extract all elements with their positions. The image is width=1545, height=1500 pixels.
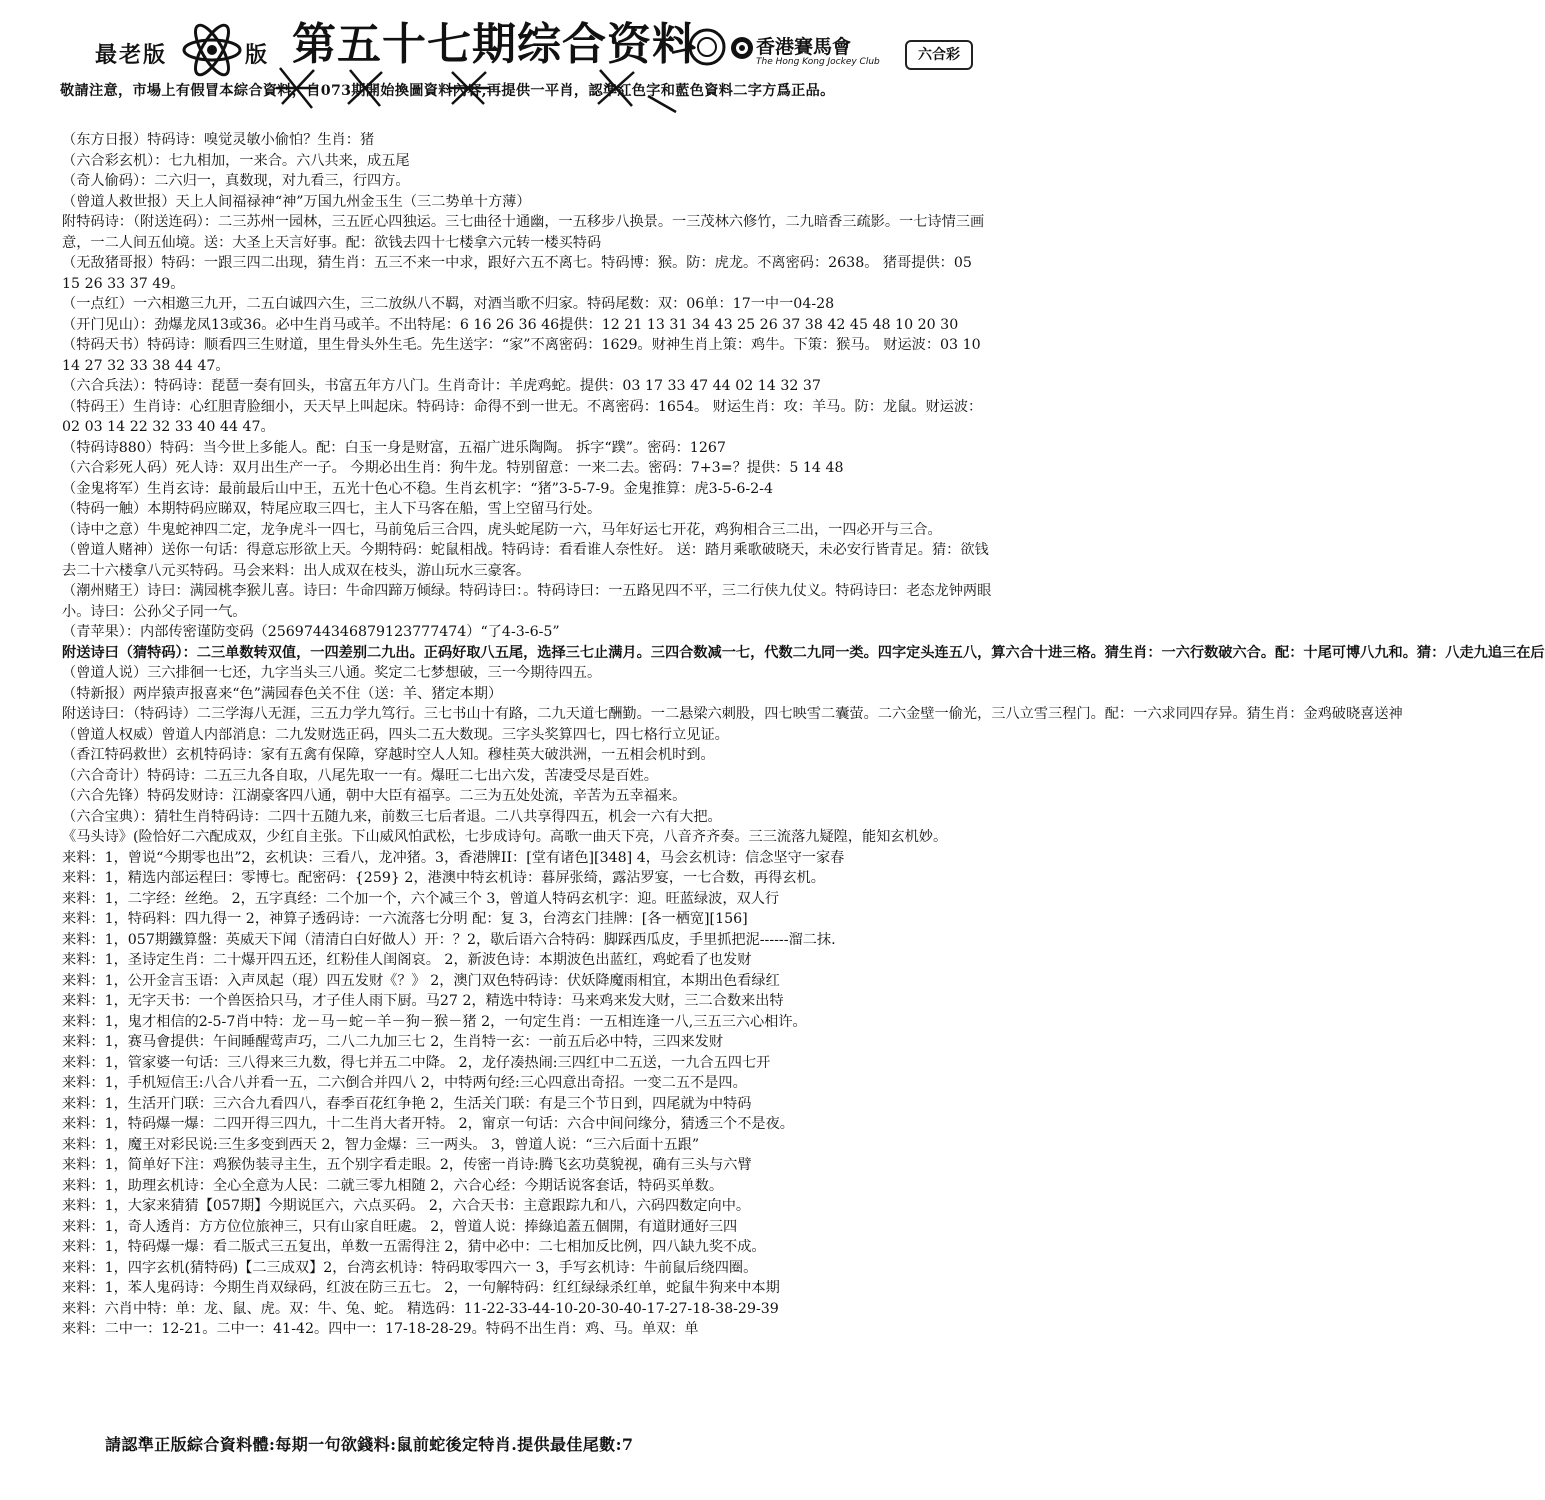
- page-title: 第五十七期综合资料: [292, 19, 697, 70]
- content-line: 来料：1，特码爆一爆：看二版式三五复出，单数一五需得注 2，猜中必中：二七相加反比例，四八缺九奖不成。: [62, 1239, 766, 1255]
- content-line: （东方日报）特码诗：嗅觉灵敏小偷怕？生肖：猪: [62, 132, 375, 148]
- content-line: （无敌猪哥报）特码：一跟三四二出现，猜生肖：五三不来一中求，跟好六五不离七。特码博：猴。防：虎龙。不离密码：2638。 猪哥提供：05 15 26 33 37 49。: [62, 255, 972, 292]
- jockey-club-emblem-icon: [730, 36, 754, 60]
- jockey-club-english: The Hong Kong Jockey Club: [756, 57, 880, 67]
- content-line: 来料：1，苯人鬼码诗：今期生肖双绿码，红波在防三五七。 2，一句解特码：红红绿绿杀红单，蛇鼠牛狗来中本期: [62, 1280, 780, 1296]
- content-line: （特码天书）特码诗：顺看四三生财道，里生骨头外生毛。先生送字：“家”不离密码：1629。财神生肖上策：鸡牛。下策：猴马。 财运波：03 10 14 27 32 33 38 44 47。: [62, 337, 981, 374]
- footer-note: 請認準正版綜合資料體:每期一句欲錢料:鼠前蛇後定特肖.提供最佳尾數:7: [105, 1435, 634, 1454]
- content-line: 来料：1，特码爆一爆：二四开得三四九，十二生肖大者开特。 2，甯京一句话：六合中间问缘分，猜透三个不是夜。: [62, 1116, 794, 1132]
- content-line: 来料：1，管家婆一句话：三八得来三九数，得七并五二中降。 2，龙仔凑热闹:三四红中二五送，一九合五四七开: [62, 1054, 771, 1071]
- content-line: （六合宝典）：猜牡生肖特码诗：二四十五随九来，前数三七后者退。二八共享得四五，机会一六有大把。: [62, 808, 722, 825]
- content-line: （曾道人救世报）天上人间福禄神“神”万国九州金玉生（三二势单十方薄）: [62, 193, 531, 210]
- content-line: （曾道人赌神）送你一句话：得意忘形欲上天。今期特码：蛇鼠相战。特码诗：看看谁人奈性好。 送：踏月乘歌破晓天，未必安行皆青足。猜：欲钱去二十六楼拿八元买特码。马会来料：出人成双在枝头，游山玩水三豪客。: [62, 542, 989, 579]
- content-line: （金鬼将军）生肖玄诗：最前最后山中王，五光十色心不稳。生肖玄机字：“猪”3-5-7-9。金鬼推算：虎3-5-6-2-4: [62, 480, 773, 497]
- content-line: 来料：1，圣诗定生肖：二十爆开四五还，红粉佳人闺阁哀。 2，新波色诗：本期波色出蓝红，鸡蛇看了也发财: [62, 952, 752, 968]
- content-body: [62, 130, 1545, 1340]
- atom-logo-icon: [180, 22, 244, 78]
- content-line: 来料：1，特码料：四九得一 2，神算子透码诗：一六流落七分明 配：复 3，台湾玄门挂牌：[各一栖宽][156]: [62, 911, 748, 927]
- content-line: 附送诗曰：（特码诗）二三学海八无涯，三五力学九笃行。三七书山十有路，二九天道七酬勤。一二悬梁六刺股，四七映雪二囊萤。二六金壁一偷光，三八立雪三程门。配：一六求同四存异。猜生肖：金鸡破晓喜送神: [62, 706, 1403, 722]
- content-line: 来料：1，奇人透肖：方方位位旅神三，只有山家自旺處。 2，曾道人说：捧綠追蓋五個開，有道財通好三四: [62, 1218, 738, 1235]
- content-line: 附特码诗：（附送连码）：二三苏州一园林，三五匠心四独运。三七曲径十通幽，一五移步八换景。一三茂林六修竹，二九暗香三疏影。一七诗情三画意，一二人间五仙境。送：大圣上天言好事。配：欲钱去四十七楼拿六元转一楼买特码: [62, 214, 985, 251]
- jockey-club-name: 香港賽馬會: [756, 36, 852, 58]
- content-line: 来料：1，精选内部运程曰：零博七。配密码：{259} 2，港澳中特玄机诗：暮屏张绮，露沾罗宴，一七合数，再得玄机。: [62, 870, 825, 886]
- content-line: （开门见山）：劲爆龙凤13或36。必中生肖马或羊。不出特尾：6 16 26 36 46提供：12 21 13 31 34 43 25 26 37 38 42 45 48 10 20 30: [62, 316, 959, 333]
- content-line: 来料：1，手机短信王:八合八并看一五，二六倒合并四八 2，中特两句经:三心四意出奇招。一变二五不是四。: [62, 1075, 747, 1091]
- content-line: 《马头诗》(险恰好二六配成双，少红自主张。下山威风怕武松，七步成诗句。高歌一曲天下亮，八音齐齐奏。三三流落九疑隍，能知玄机妙。: [62, 829, 948, 845]
- content-line: 来料：1，鬼才相信的2-5-7肖中特：龙－马－蛇－羊－狗－猴－猪 2，一句定生肖：一五相连逢一八,三五三六心相许。: [62, 1013, 807, 1030]
- content-line: （奇人偷码）：二六归一，真数现，对九看三，行四方。: [62, 173, 410, 189]
- content-line: 来料：1，057期鐵算盤：英威天下闻（清清白白好做人）开：？2，歇后语六合特码：脚踩西瓜皮，手里抓把泥------溜二抹.: [62, 931, 836, 948]
- content-line: 来料：1，四字玄机(猜特码)【二三成双】2，台湾玄机诗：特码取零四六一 3，手写玄机诗：牛前鼠后绕四圈。: [62, 1259, 758, 1276]
- content-line: （六合兵法）：特码诗：琵琶一奏有回头，书富五年方八门。生肖奇计：羊虎鸡蛇。提供：03 17 33 47 44 02 14 32 37: [62, 378, 821, 394]
- header: [0, 0, 1030, 130]
- content-line: （六合彩玄机）：七九相加，一来合。六八共来，成五尾: [62, 152, 410, 169]
- content-line: （一点红）一六相邀三九开，二五白诚四六生，三二放纵八不羁，对酒当歌不归家。特码尾数：双：06单：17一中一04-28: [62, 296, 835, 312]
- lottery-badge: 六合彩: [905, 40, 973, 70]
- content-line: 来料：二中一：12-21。二中一：41-42。四中一：17-18-28-29。特码不出生肖：鸡、马。单双：单: [62, 1321, 699, 1337]
- content-line: （特码一触）本期特码应睇双，特尾应取三四七，主人下马客在船，雪上空留马行处。: [62, 501, 602, 517]
- edition-right: 版: [245, 42, 270, 68]
- content-line: 来料：1，助理玄机诗：全心全意为人民：二就三零九相随 2，六合心经：今期话说客套话，特码买单数。: [62, 1177, 724, 1194]
- content-line: 来料：1，生活开门联：三六合九看四八，春季百花红争艳 2，生活关门联：有是三个节日到，四尾就为中特码: [62, 1095, 752, 1112]
- content-line: 来料：六肖中特：单：龙、鼠、虎。双：牛、兔、蛇。 精选码：11-22-33-44-10-20-30-40-17-27-18-38-29-39: [62, 1300, 779, 1317]
- content-line: （曾道人权威）曾道人内部消息：二九发财选正码，四头二五大数现。三字头奖算四七，四七格行立见证。: [62, 726, 729, 743]
- content-line: （曾道人说）三六排徊一七还，九字当头三八通。奖定二七梦想破，三一今期待四五。: [62, 665, 602, 681]
- content-line: （六合先锋）特码发财诗：江湖豪客四八通，朝中大臣有福享。二三为五处处流，辛苦为五幸福来。: [62, 788, 687, 804]
- content-line: 来料：1，无字天书：一个兽医拾只马，才子佳人雨下厨。马27 2，精选中特诗：马来鸡来发大财，三二合数来出特: [62, 993, 784, 1009]
- content-line: （潮州赌王）诗曰：满园桃李猴儿喜。诗曰：牛命四蹄万倾绿。特码诗曰：。特码诗曰：一五路见四不平，三二行侠九仗义。特码诗曰：老态龙钟两眼小。诗曰：公孙父子同一气。: [62, 583, 992, 620]
- ring-icon: [686, 26, 728, 68]
- edition-left: 最老版: [95, 42, 168, 68]
- content-line: （青苹果）：内部传密谨防变码（256974434687912377747​4）“了4-3-6-5”: [62, 624, 560, 640]
- content-line: （六合彩死人码）死人诗：双月出生产一子。 今期必出生肖：狗牛龙。特别留意：一来二去。密码：7+3=？提供：5 14 48: [62, 460, 844, 476]
- edition-label: [95, 38, 270, 69]
- content-line: （六合奇计）特码诗：二五三九各自取，八尾先取一一有。爆旺二七出六发，苦凄受尽是百姓。: [62, 767, 658, 784]
- content-line: 来料：1，赛马會提供：午间睡醒莺声巧，二八二九加三七 2，生肖特一玄：一前五后必中特，三四来发财: [62, 1034, 724, 1050]
- content-line: （特码诗880）特码：当今世上多能人。配：白玉一身是财富，五福广进乐陶陶。 拆字“蹼”。密码：1267: [62, 439, 726, 456]
- content-line: （特码王）生肖诗：心红胆青脸细小，天天早上叫起床。特码诗：命得不到一世无。不离密码：1654。 财运生肖：攻：羊马。防：龙鼠。财运波：02 03 14 22 32 33 40 44 47。: [62, 398, 983, 435]
- content-line: 来料：1，大家来猜猜【057期】今期说匡六，六点买码。 2，六合天书：主意跟踪九和八，六码四数定向中。: [62, 1198, 751, 1214]
- content-line: （诗中之意）牛鬼蛇神四二定，龙争虎斗一四七，马前兔后三合四，虎头蛇尾防一六，马年好运七开花，鸡狗相合三二出，一四必开与三合。: [62, 521, 942, 538]
- content-line: 附送诗曰（猜特码）：二三单数转双值，一四差别二九出。正码好取八五尾，选择三七止满月。三四合数减一七，代数二九同一类。四字定头连五八，算六合十进三格。猜生肖：一六行数破六合。配：十尾可博八九和。猜：八走九追三在后: [62, 644, 1545, 661]
- notice-banner: 敬請注意，市場上有假冒本綜合資料，自073期開始換圖資料內容,再提供一平肖，認準紅色字和藍色資料二字方爲正品。: [60, 83, 835, 99]
- content-line: （特新报）两岸猿声报喜来“色”满园春色关不住（送：羊、猪定本期）: [62, 685, 503, 702]
- content-line: 来料：1，公开金言玉语：入声凤起（琨）四五发财《？》 2，澳门双色特码诗：伏妖降魔雨相宜，本期出色看绿红: [62, 972, 780, 989]
- content-line: 来料：1，二字经：丝绝。 2，五字真经：二个加一个，六个减三个 3，曾道人特码玄机字：迎。旺蓝绿波，双人行: [62, 890, 780, 907]
- content-line: 来料：1，简单好下注：鸡猴伪装寻主生，五个别字看走眼。2，传密一肖诗:腾飞玄功莫貌视，确有三头与六臂: [62, 1157, 752, 1173]
- content-line: 来料：1，魔王对彩民说:三生多变到西天 2，智力金爆：三一两头。 3，曾道人说：“三六后面十五跟”: [62, 1136, 700, 1153]
- content-line: （香江特码救世）玄机特码诗：家有五禽有保障，穿越时空人人知。穆桂英大破洪洲，一五相会机时到。: [62, 747, 715, 763]
- content-line: 来料：1，曾说“今期零也出”2，玄机诀：三看八，龙冲猪。3，香港牌II：[堂有诸色][348] 4，马会玄机诗：信念坚守一家春: [62, 849, 845, 866]
